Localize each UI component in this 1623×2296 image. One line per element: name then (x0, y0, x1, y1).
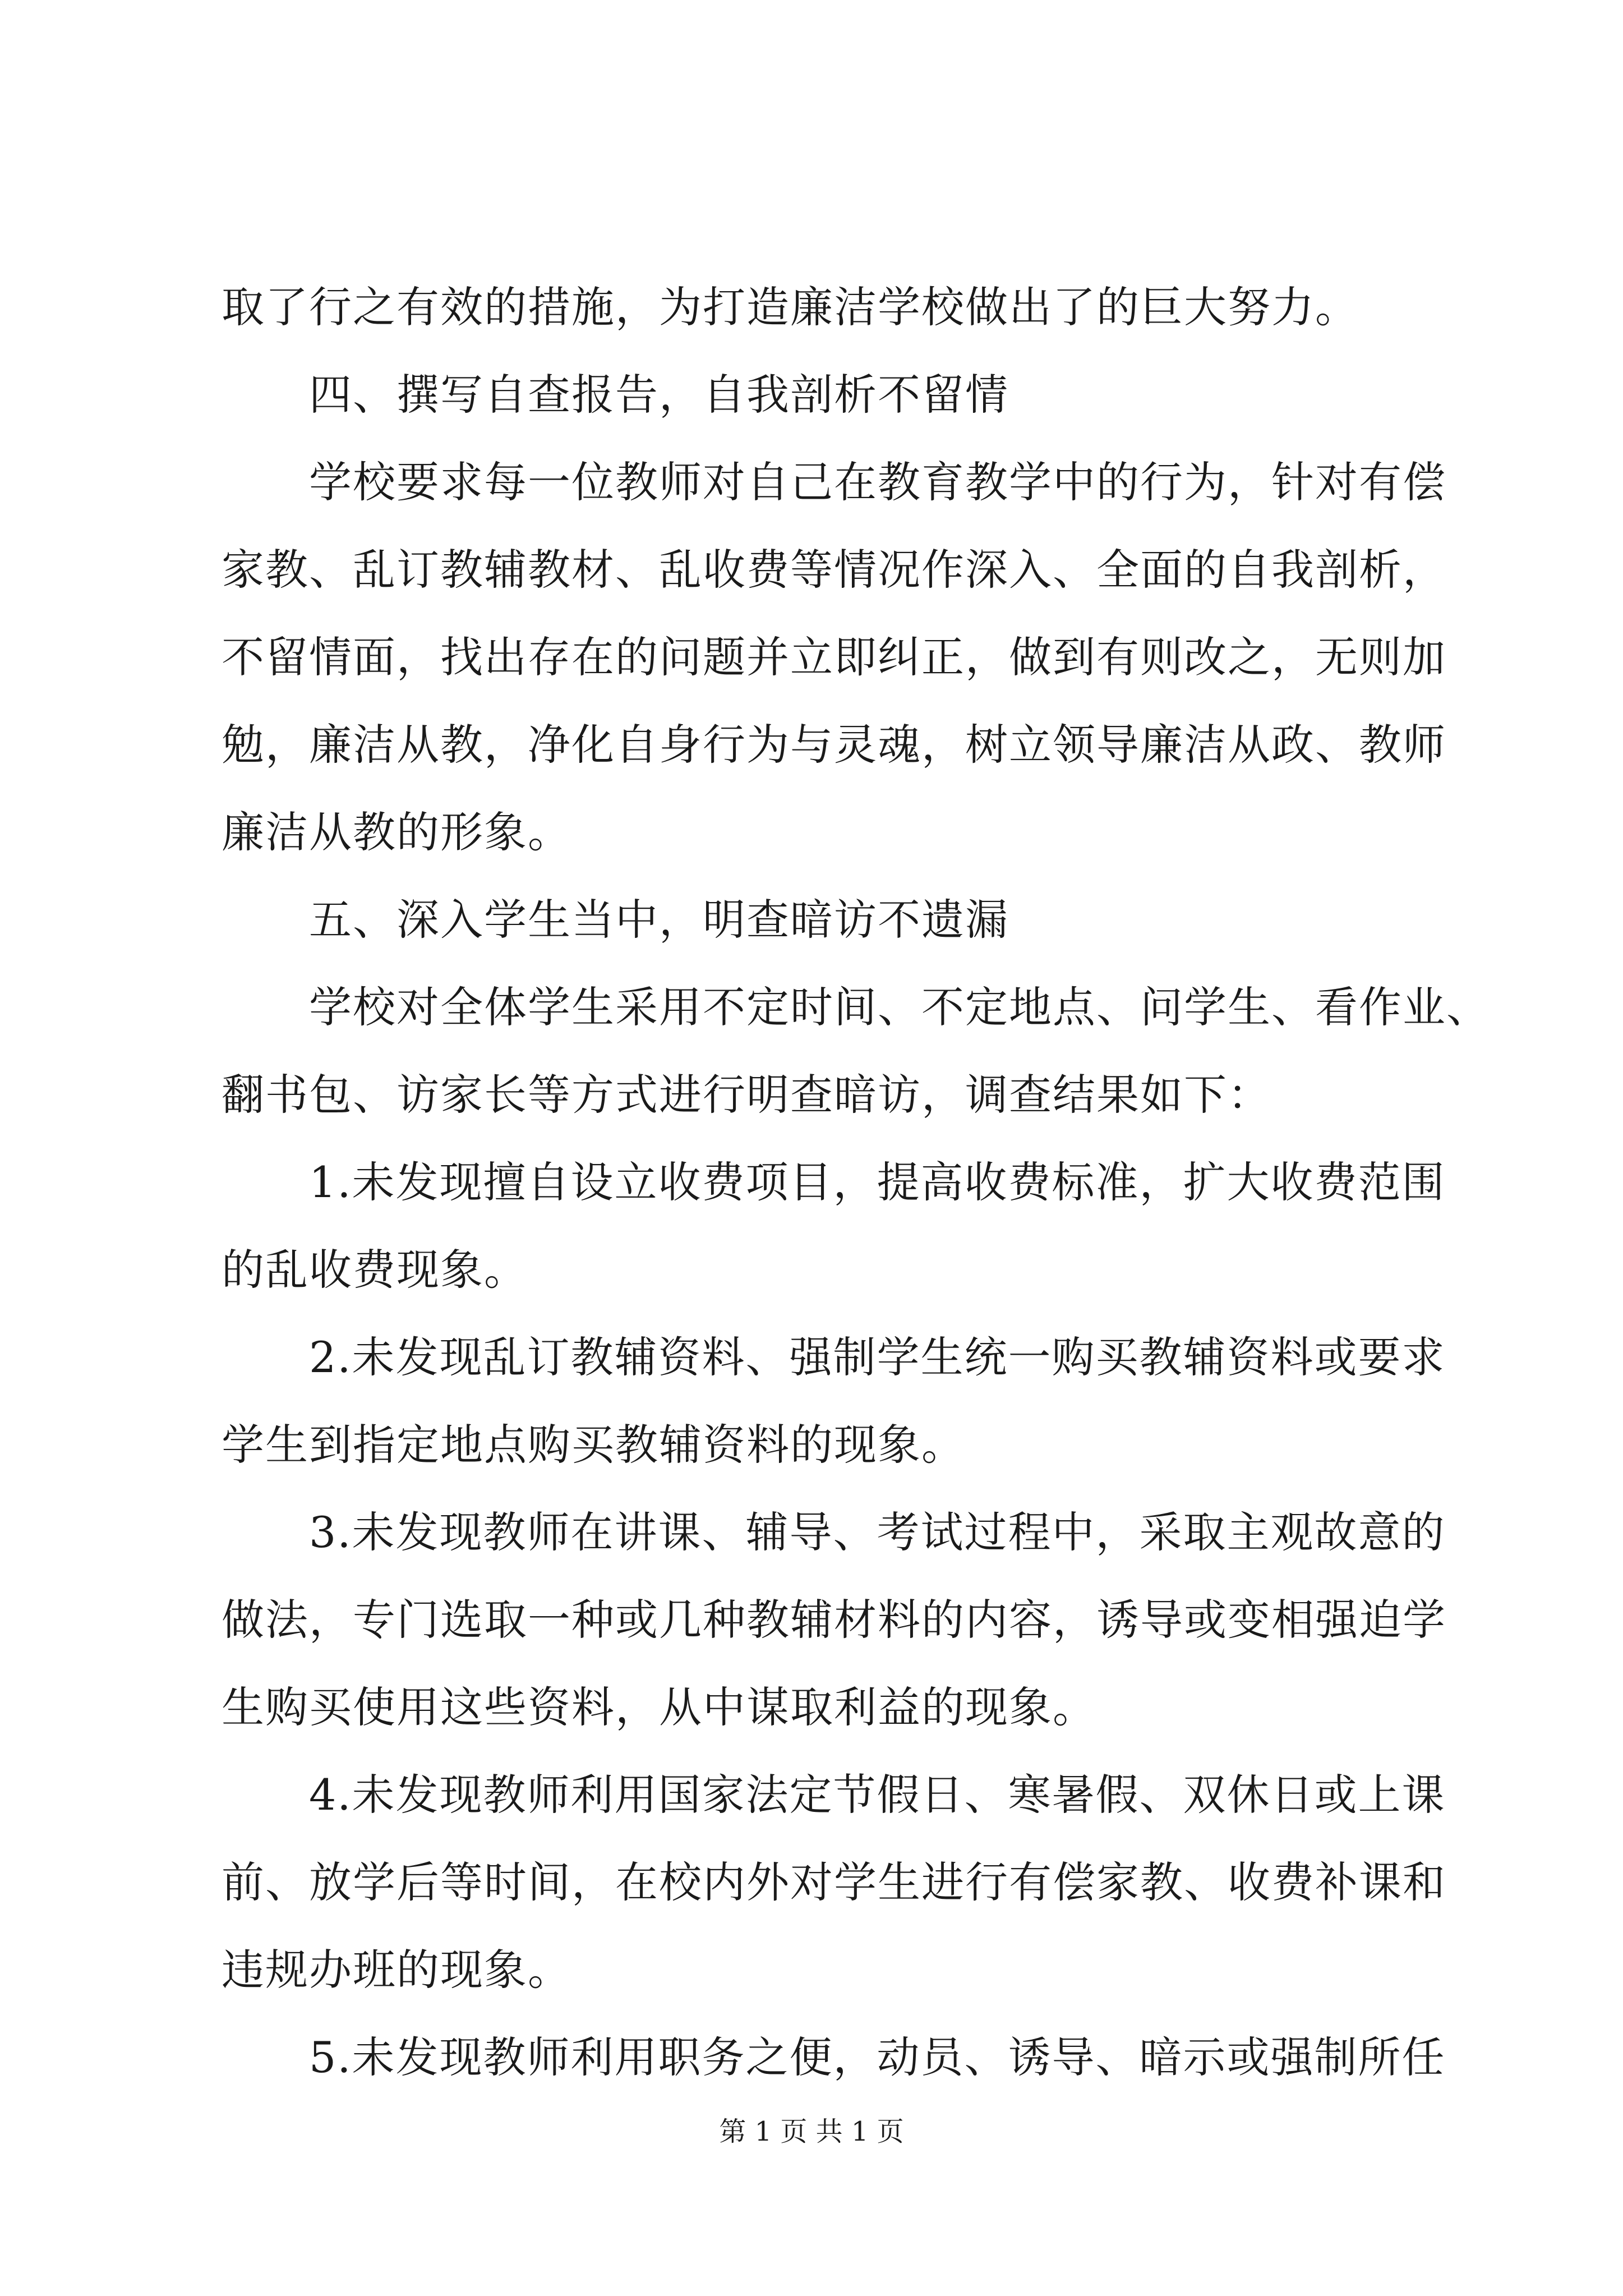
text-line: 做法，专门选取一种或几种教辅材料的内容，诱导或变相强迫学 (222, 1595, 1446, 1645)
text-line: 翻书包、访家长等方式进行明查暗访，调查结果如下： (222, 1070, 1271, 1120)
document-body (222, 264, 1490, 2101)
list-item-1: 1.未发现擅自设立收费项目，提高收费标准，扩大收费范围 (309, 1157, 1446, 1207)
text-line: 生购买使用这些资料，从中谋取利益的现象。 (222, 1682, 1096, 1732)
list-item-4: 4.未发现教师利用国家法定节假日、寒暑假、双休日或上课 (309, 1770, 1446, 1820)
text-line: 违规办班的现象。 (222, 1945, 571, 1995)
text-line: 学生到指定地点购买教辅资料的现象。 (222, 1420, 965, 1470)
text-line: 取了行之有效的措施，为打造廉洁学校做出了的巨大努力。 (222, 282, 1359, 332)
list-item-2: 2.未发现乱订教辅资料、强制学生统一购买教辅资料或要求 (309, 1332, 1446, 1382)
text-line: 勉，廉洁从教，净化自身行为与灵魂，树立领导廉洁从政、教师 (222, 720, 1446, 770)
text-line: 家教、乱订教辅教材、乱收费等情况作深入、全面的自我剖析， (222, 545, 1446, 595)
text-line: 学校要求每一位教师对自己在教育教学中的行为，针对有偿 (309, 457, 1446, 507)
text-line: 廉洁从教的形象。 (222, 807, 571, 857)
list-item-5: 5.未发现教师利用职务之便，动员、诱导、暗示或强制所任 (309, 2032, 1446, 2082)
section-heading-5: 五、深入学生当中，明查暗访不遗漏 (309, 895, 1009, 945)
list-item-3: 3.未发现教师在讲课、辅导、考试过程中，采取主观故意的 (309, 1507, 1446, 1557)
text-line: 的乱收费现象。 (222, 1245, 528, 1295)
section-heading-4: 四、撰写自查报告，自我剖析不留情 (309, 370, 1009, 420)
text-line: 不留情面，找出存在的问题并立即纠正，做到有则改之，无则加 (222, 632, 1446, 682)
text-line: 学校对全体学生采用不定时间、不定地点、问学生、看作业、 (309, 982, 1490, 1032)
text-line: 前、放学后等时间，在校内外对学生进行有偿家教、收费补课和 (222, 1857, 1446, 1907)
page-number-footer: 第 1 页 共 1 页 (719, 2116, 904, 2147)
